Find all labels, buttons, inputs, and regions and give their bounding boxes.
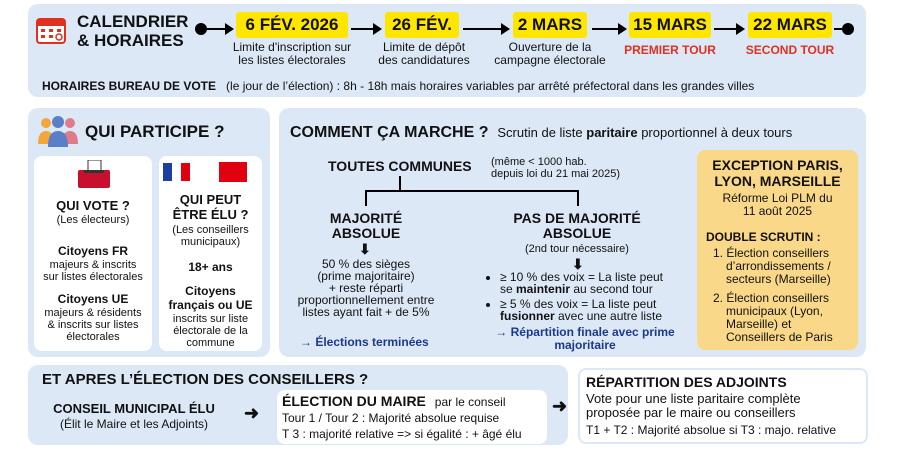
date-premier-tour-label: PREMIER TOUR (624, 43, 716, 57)
text-line: 50 % des sièges (321, 257, 411, 271)
text-line: majeurs & inscrits (49, 259, 137, 271)
text-line: 1. Élection conseillers (713, 246, 830, 260)
exception-list (713, 247, 853, 344)
text-line: + reste réparti (328, 281, 404, 295)
hours-line (42, 79, 754, 93)
calendar-panel (28, 4, 866, 97)
qui-vote-sub: (Les électeurs) (56, 214, 130, 226)
date-label-line: Limite de dépôt (382, 40, 466, 54)
maire-line2: T 3 : majorité relative => si égalité : + âgé élu (282, 427, 522, 441)
timeline-arrow (225, 23, 234, 35)
text-line: ÊTRE ÉLU ? (172, 207, 249, 222)
qui-elu-card (159, 156, 262, 351)
comment-subtitle-end: proportionnel à deux tours (637, 125, 793, 140)
text-line: majeurs & résidents (44, 307, 142, 319)
text-line: français ou UE (168, 298, 253, 312)
down-arrow-icon: ⬇ (572, 256, 584, 272)
maire-line1: Tour 1 / Tour 2 : Majorité absolue requise (282, 411, 500, 425)
text-line: ABSOLUE (542, 225, 612, 241)
flag-france-icon (163, 162, 190, 187)
date-second-tour: 22 MARS (748, 12, 832, 38)
hours-text: (le jour de l’élection) : 8h - 18h mais horaires variables par arrêté préfectoral dans les grandes villes (226, 79, 755, 93)
timeline-end-dot (842, 23, 854, 35)
comment-title: COMMENT ÇA MARCHE ? (290, 124, 489, 141)
comment-subtitle: Scrutin de liste (497, 125, 587, 140)
timeline-line (203, 28, 225, 30)
citoyens-ue-text (34, 307, 152, 343)
conseil-title: CONSEIL MUNICIPAL ÉLU (53, 401, 215, 416)
timeline-arrow (501, 23, 510, 35)
text-line: ABSOLUE (331, 225, 401, 241)
text-line: municipaux (Lyon, (726, 304, 823, 318)
bullet-maintenir (500, 271, 698, 295)
text-line: LYON, MARSEILLE (714, 173, 841, 189)
text-line: (Les conseillers (172, 224, 249, 236)
hours-title: HORAIRES BUREAU DE VOTE (42, 79, 217, 93)
text-line: Conseillers de Paris (726, 330, 833, 344)
timeline-arrow (373, 23, 382, 35)
apres-title: ET APRES L’ÉLECTION DES CONSEILLERS ? (42, 371, 369, 388)
timeline-line (351, 28, 373, 30)
text-line: proportionnellement entre (297, 293, 435, 307)
qui-participe-title: QUI PARTICIPE ? (85, 122, 225, 141)
election-maire-card (277, 390, 547, 444)
text-line: se (500, 282, 517, 296)
maire-title: ÉLECTION DU MAIRE (282, 393, 426, 409)
adjoints-title: RÉPARTITION DES ADJOINTS (586, 374, 787, 390)
text-line: EXCEPTION PARIS, (712, 157, 843, 173)
text-line: Vote pour une liste paritaire complète (586, 391, 801, 406)
down-arrow-icon: ⬇ (359, 241, 371, 257)
date-label-line: Limite d'inscription sur (232, 40, 352, 54)
text-line: → Répartition finale avec prime (495, 325, 675, 339)
text-line: & inscrits sur listes (47, 319, 139, 331)
exception-law (697, 192, 858, 218)
comment-panel (279, 108, 866, 357)
age-requirement: 18+ ans (188, 260, 233, 274)
adjoints-rule: T1 + T2 : Majorité absolue si T3 : majo. relative (586, 423, 837, 437)
qui-elu-sub (159, 224, 262, 248)
date-label-line: les listes électorales (238, 53, 346, 67)
citoyens-fr-text (34, 259, 152, 283)
timeline-line (714, 28, 736, 30)
date-candidatures: 26 FÉV. (385, 12, 459, 38)
text-line: Citoyens (185, 284, 236, 298)
text-line: Réforme Loi PLM du (722, 191, 833, 205)
text-line: depuis loi du 21 mai 2025) (491, 168, 621, 180)
timeline-arrow (618, 23, 627, 35)
comment-subtitle-bold: paritaire (586, 125, 638, 140)
maire-title-line (282, 393, 506, 411)
text-line: (prime majoritaire) (317, 269, 415, 283)
text-line: 2. Élection conseillers (713, 291, 830, 305)
repartition-finale (479, 326, 691, 352)
text-line: au second tour (570, 282, 653, 296)
text-line: (même < 1000 hab. (491, 156, 587, 168)
ballot-box-icon (76, 160, 112, 195)
qui-elu-title (159, 192, 262, 222)
pas-majorite-sub: (2nd tour nécessaire) (525, 243, 629, 255)
citoyens-elu-text (159, 313, 262, 349)
qui-vote-card (34, 156, 152, 351)
citoyens-fr-title: Citoyens FR (57, 244, 128, 258)
calendar-title-line2: & HORAIRES (77, 31, 184, 50)
text-line: inscrits sur liste (172, 313, 249, 325)
citoyens-ue-title: Citoyens UE (57, 292, 129, 306)
date-campagne-label (490, 41, 610, 67)
text-line: électorales (66, 331, 120, 343)
text-line: municipaux) (180, 236, 241, 248)
text-bold: fusionner (500, 309, 555, 323)
majorite-absolue-text (279, 258, 453, 318)
timeline-line (592, 28, 618, 30)
pas-majorite-title (497, 211, 657, 241)
text-line: QUI PEUT (179, 192, 242, 207)
timeline-arrow (736, 23, 745, 35)
citoyens-elu-title (159, 284, 262, 312)
majorite-absolue-title (306, 211, 426, 241)
date-inscription-label (216, 41, 368, 67)
timeline-line (463, 28, 501, 30)
date-label-line: Ouverture de la (508, 40, 592, 54)
date-second-tour-label: SECOND TOUR (745, 43, 835, 57)
text-bold: maintenir (516, 282, 571, 296)
exception-plm-box (697, 150, 858, 350)
calendar-title-line1: CALENDRIER (77, 12, 189, 31)
exception-title (697, 157, 858, 189)
calendar-title (77, 12, 188, 50)
text-line: Marseille) et (726, 317, 792, 331)
date-label-line: campagne électorale (494, 53, 606, 67)
text-line: commune (186, 337, 235, 349)
text-line: listes ayant fait + de 5% (302, 305, 430, 319)
text-line: sur listes électorales (43, 271, 143, 283)
text-line: électorale de la (173, 325, 248, 337)
qui-vote-title: QUI VOTE ? (56, 198, 130, 213)
text-line: ≥ 10 % des voix = La liste peut (500, 270, 664, 284)
text-line: 11 août 2025 (742, 204, 813, 218)
text-line: ≥ 5 % des voix = La liste peut (500, 297, 657, 311)
date-inscription: 6 FÉV. 2026 (236, 12, 348, 38)
conseil-sub: (Élit le Maire et les Adjoints) (59, 417, 209, 431)
date-premier-tour: 15 MARS (629, 12, 711, 38)
right-arrow-icon: ➜ (244, 403, 260, 423)
text-line: proposée par le maire ou conseillers (586, 405, 796, 420)
maire-suffix: par le conseil (434, 395, 506, 409)
text-line: MAJORITÉ (329, 210, 403, 226)
adjoints-card (578, 368, 868, 444)
bullet-fusionner (500, 298, 698, 322)
right-arrow-icon: ➜ (552, 396, 568, 416)
date-campagne: 2 MARS (513, 12, 587, 38)
double-scrutin: DOUBLE SCRUTIN : (706, 230, 821, 244)
text-line: majoritaire (554, 338, 616, 352)
date-label-line: des candidatures (378, 53, 470, 67)
text-line: avec une autre liste (554, 309, 663, 323)
pas-majorite-bullets (486, 271, 698, 322)
date-candidatures-label (372, 41, 476, 67)
people-icon (36, 114, 80, 153)
calendar-icon (36, 16, 66, 49)
qui-participe-panel (28, 108, 270, 357)
flag-icon-right (219, 162, 247, 182)
adjoints-text (586, 392, 801, 420)
toutes-communes: TOUTES COMMUNES (328, 158, 472, 174)
text-line: PAS DE MAJORITÉ (513, 210, 641, 226)
text-line: secteurs (Marseille) (726, 272, 831, 286)
text-line: d’arrondissements / (726, 259, 831, 273)
elections-terminees: → Élections terminées (300, 335, 429, 349)
